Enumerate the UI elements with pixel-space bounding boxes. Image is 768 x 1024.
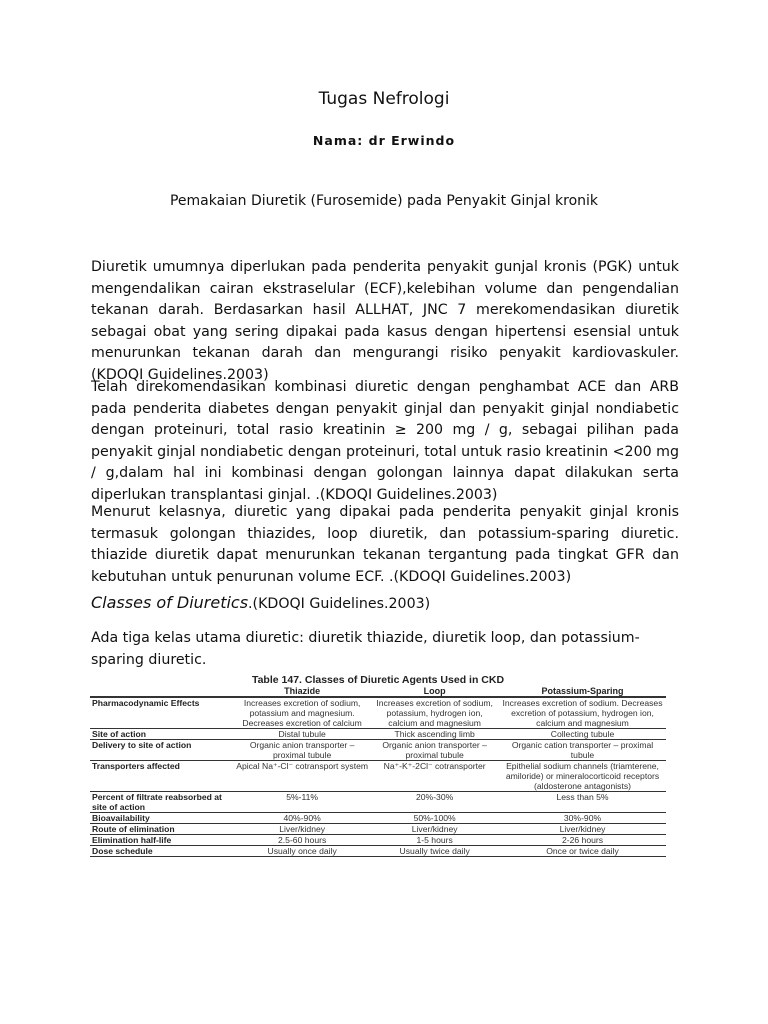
table-cell: 50%-100% [370,813,499,824]
classes-heading [91,593,430,612]
table-cell: Less than 5% [499,792,666,813]
classes-intro: Ada tiga kelas utama diuretic: diuretik thiazide, diuretik loop, dan potassium-sparing diuretic. [91,630,640,668]
table-cell: Usually once daily [234,846,370,857]
paragraph: Menurut kelasnya, diuretic yang dipakai pada penderita penyakit ginjal kronis termasuk golongan thiazides, loop diuretik, dan potassium-sparing diuretic. thiazide diuretik dapat menurunkan tekanan tergantung pada tingkat GFR dan kebutuhan untuk penurunan volume ECF. .(KDOQI Guidelines.2003) [91,504,679,585]
table-cell: Increases excretion of sodium, potassium and magnesium. Decreases excretion of calcium [234,697,370,729]
author-name: Nama: dr Erwindo [312,133,456,148]
classes-heading-text: Classes of Diuretics [91,593,249,612]
table-cell: 5%-11% [234,792,370,813]
table-cell: Usually twice daily [370,846,499,857]
table-header: Thiazide [234,686,370,697]
table-cell: Epithelial sodium channels (triamterene, amiloride) or mineralocorticoid receptors (aldosterone antagonists) [499,761,666,792]
table-row [90,729,666,740]
table-cell: 2-26 hours [499,835,666,846]
table-cell: Liver/kidney [370,824,499,835]
table-cell: Increases excretion of sodium. Decreases excretion of potassium, hydrogen ion, calcium and magnesium [499,697,666,729]
table-row [90,835,666,846]
table-header [90,686,234,697]
table-caption: Table 147. Classes of Diuretic Agents Used in CKD [251,674,505,686]
table-header: Potassium-Sparing [499,686,666,697]
table-cell: 30%-90% [499,813,666,824]
table-cell: Increases excretion of sodium, potassium, hydrogen ion, calcium and magnesium [370,697,499,729]
diuretic-table [90,675,666,857]
table-row [90,792,666,813]
table-cell: Liver/kidney [234,824,370,835]
table-cell: Collecting tubule [499,729,666,740]
row-header: Percent of filtrate reabsorbed at site of action [90,792,234,813]
row-header: Site of action [90,729,234,740]
table-cell: 2.5-60 hours [234,835,370,846]
paragraph: Diuretik umumnya diperlukan pada penderita penyakit gunjal kronis (PGK) untuk mengendalikan cairan ekstraselular (ECF),kelebihan volume dan pengendalian tekanan darah. Berdasarkan hasil ALLHAT, JNC 7 merekomendasikan diuretik sebagai obat yang sering dipakai pada kasus dengan hipertensi esensial untuk menurunkan tekanan darah dan mengurangi risiko penyakit kardiovaskuler.(KDOQI Guidelines.2003) [91,259,679,383]
table-row [90,846,666,857]
paragraph: Telah direkomendasikan kombinasi diuretic dengan penghambat ACE dan ARB pada penderita diabetes dengan penyakit ginjal dan penyakit ginjal nondiabetic dengan proteinuri, total rasio kreatinin ≥ 200 mg / g, sebagai pilihan pada penyakit ginjal nondiabetic dengan proteinuri, total untuk rasio kreatinin <200 mg / g,dalam hal ini kombinasi dengan golongan lainnya dapat dilakukan serta diperlukan transplantasi ginjal. .(KDOQI Guidelines.2003) [91,379,679,503]
table-row [90,761,666,792]
table-cell: 40%-90% [234,813,370,824]
table-row [90,697,666,729]
table-cell: Liver/kidney [499,824,666,835]
table-cell: Organic anion transporter – proximal tubule [370,740,499,761]
document-title: Tugas Nefrologi [318,89,450,109]
row-header: Delivery to site of action [90,740,234,761]
row-header: Bioavailability [90,813,234,824]
table-cell: Organic anion transporter – proximal tubule [234,740,370,761]
table-cell: Apical Na⁺-Cl⁻ cotransport system [234,761,370,792]
table-cell: Na⁺-K⁺-2Cl⁻ cotransporter [370,761,499,792]
row-header: Pharmacodynamic Effects [90,697,234,729]
table-cell: Organic cation transporter – proximal tubule [499,740,666,761]
table-cell: Thick ascending limb [370,729,499,740]
table-row [90,813,666,824]
row-header: Transporters affected [90,761,234,792]
table-cell: Once or twice daily [499,846,666,857]
table-cell: 1-5 hours [370,835,499,846]
row-header: Elimination half-life [90,835,234,846]
table-header: Loop [370,686,499,697]
row-header: Route of elimination [90,824,234,835]
row-header: Dose schedule [90,846,234,857]
classes-ref: .(KDOQI Guidelines.2003) [248,596,431,612]
table-row [90,824,666,835]
document-subtitle: Pemakaian Diuretik (Furosemide) pada Penyakit Ginjal kronik [169,193,599,209]
table-cell: Distal tubule [234,729,370,740]
table-cell: 20%-30% [370,792,499,813]
table-row [90,740,666,761]
